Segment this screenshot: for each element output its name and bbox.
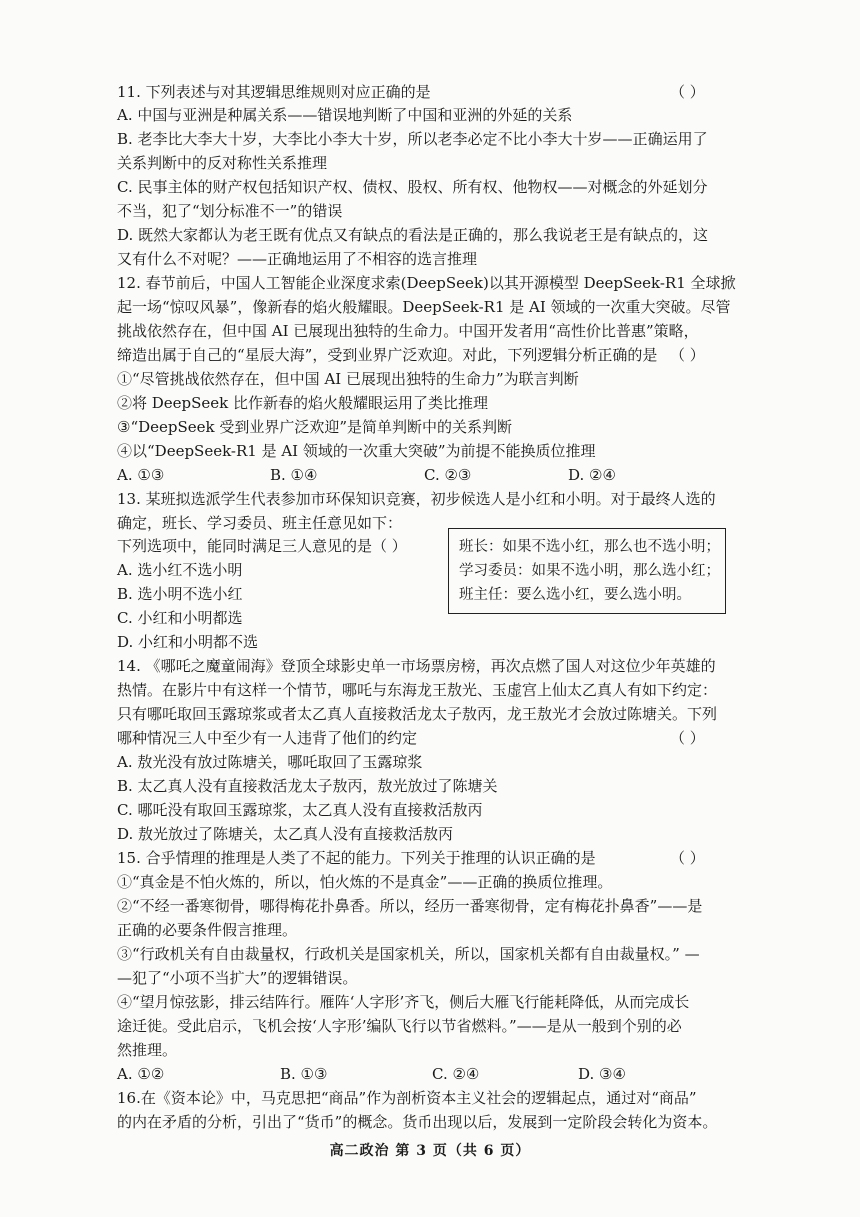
q12-option-d: D. ②④ [568, 466, 616, 484]
q15-item-4-line1: ④“望月惊弦影，排云结阵行。雁阵‘人字形’齐飞，侧后大雁飞行能耗降低，从而完成长 [117, 993, 690, 1011]
q15-option-a: A. ①② [117, 1065, 165, 1083]
q13-opinions-box [448, 528, 726, 614]
q15-item-3-line1: ③“行政机关有自由裁量权，行政机关是国家机关，所以，国家机关都有自由裁量权。” — [117, 945, 700, 963]
q15-item-1: ①“真金是不怕火炼的，所以，怕火炼的不是真金”——正确的换质位推理。 [117, 873, 613, 891]
q13-stem-line1: 13. 某班拟选派学生代表参加市环保知识竞赛，初步候选人是小红和小明。对于最终人选的 [117, 490, 716, 508]
q15-stem: 15. 合乎情理的推理是人类了不起的能力。下列关于推理的认识正确的是 [117, 849, 596, 867]
q11-option-b-line2: 关系判断中的反对称性关系推理 [117, 154, 328, 172]
q11-option-a: A. 中国与亚洲是种属关系——错误地判断了中国和亚洲的外延的关系 [117, 106, 573, 124]
q15-option-b: B. ①③ [280, 1065, 328, 1083]
q15-option-d: D. ③④ [578, 1065, 626, 1083]
q11-option-d-line2: 又有什么不对呢？——正确地运用了不相容的选言推理 [117, 250, 478, 268]
q15-item-2-line1: ②“不经一番寒彻骨，哪得梅花扑鼻香。所以，经历一番寒彻骨，定有梅花扑鼻香”——是 [117, 897, 703, 915]
q11-stem: 11. 下列表述与对其逻辑思维规则对应正确的是 [117, 83, 431, 101]
q12-stem-line2: 起一场“惊叹风暴”，像新春的焰火般耀眼。DeepSeek-R1 是 AI 领域的一次重大突破。尽管 [117, 298, 731, 316]
q12-stem-line1: 12. 春节前后，中国人工智能企业深度求索(DeepSeek)以其开源模型 DeepSeek-R1 全球掀 [117, 274, 736, 292]
q13-option-d: D. 小红和小明都不选 [117, 633, 259, 651]
q15-item-4-line2: 途迁徙。受此启示，飞机会按‘人字形’编队飞行以节省燃料。”——是从一般到个别的必 [117, 1017, 682, 1035]
page-footer: 高二政治 第 3 页（共 6 页） [329, 1143, 531, 1159]
q15-option-c: C. ②④ [432, 1065, 480, 1083]
q12-item-1: ①“尽管挑战依然存在，但中国 AI 已展现出独特的生命力”为联言判断 [117, 370, 579, 388]
q12-stem-line3: 挑战依然存在，但中国 AI 已展现出独特的生命力。中国开发者用“高性价比普惠”策略， [117, 322, 699, 340]
q12-option-c: C. ②③ [424, 466, 472, 484]
q13-option-b: B. 选小明不选小红 [117, 585, 243, 603]
q14-stem-line2: 热情。在影片中有这样一个情节，哪吒与东海龙王敖光、玉虚宫上仙太乙真人有如下约定： [117, 681, 718, 699]
q11-option-d-line1: D. 既然大家都认为老王既有优点又有缺点的看法是正确的，那么我说老王是有缺点的，这 [117, 226, 709, 244]
q14-option-c: C. 哪吒没有取回玉露琼浆，太乙真人没有直接救活敖丙 [117, 801, 483, 819]
q13-option-a: A. 选小红不选小明 [117, 561, 243, 579]
q12-answer-bracket: （ ） [670, 346, 705, 364]
q15-item-3-line2: —犯了“小项不当扩大”的逻辑错误。 [117, 969, 358, 987]
q12-item-4: ④以“DeepSeek-R1 是 AI 领域的一次重大突破”为前提不能换质位推理 [117, 442, 596, 460]
q12-option-b: B. ①④ [270, 466, 318, 484]
q14-stem-line3: 只有哪吒取回玉露琼浆或者太乙真人直接救活龙太子敖丙，龙王敖光才会放过陈塘关。下列 [117, 705, 718, 723]
q11-option-b-line1: B. 老李比大李大十岁，大李比小李大十岁，所以老李必定不比小李大十岁——正确运用了 [117, 130, 708, 148]
q16-stem-line2: 的内在矛盾的分析，引出了“货币”的概念。货币出现以后，发展到一定阶段会转化为资本。 [117, 1113, 718, 1131]
q13-stem-line2: 确定，班长、学习委员、班主任意见如下： [117, 514, 403, 532]
q15-answer-bracket: （ ） [670, 849, 705, 867]
q14-option-b: B. 太乙真人没有直接救活龙太子敖丙，敖光放过了陈塘关 [117, 777, 498, 795]
q15-item-4-line3: 然推理。 [117, 1041, 178, 1059]
q14-option-d: D. 敖光放过了陈塘关，太乙真人没有直接救活敖丙 [117, 825, 454, 843]
q14-answer-bracket: （ ） [670, 729, 705, 747]
q16-stem-line1: 16.在《资本论》中，马克思把“商品”作为剖析资本主义社会的逻辑起点，通过对“商品” [117, 1089, 697, 1107]
q12-item-3: ③“DeepSeek 受到业界广泛欢迎”是简单判断中的关系判断 [117, 418, 513, 436]
q12-item-2: ②将 DeepSeek 比作新春的焰火般耀眼运用了类比推理 [117, 394, 489, 412]
q13-opinion-head-teacher: 班主任：要么选小红，要么选小明。 [459, 587, 691, 603]
q13-option-c: C. 小红和小明都选 [117, 609, 243, 627]
q13-stem-line3: 下列选项中，能同时满足三人意见的是（ ） [117, 537, 407, 555]
q14-option-a: A. 敖光没有放过陈塘关，哪吒取回了玉露琼浆 [117, 753, 423, 771]
q14-stem-line1: 14. 《哪吒之魔童闹海》登顶全球影史单一市场票房榜，再次点燃了国人对这位少年英雄的 [117, 657, 716, 675]
q13-opinion-study-committee: 学习委员：如果不选小明，那么选小红； [459, 563, 720, 579]
q15-item-2-line2: 正确的必要条件假言推理。 [117, 921, 298, 939]
q13-opinion-monitor: 班长：如果不选小红，那么也不选小明； [459, 539, 720, 555]
q11-option-c-line1: C. 民事主体的财产权包括知识产权、债权、股权、所有权、他物权——对概念的外延划分 [117, 178, 708, 196]
q11-option-c-line2: 不当，犯了“划分标准不一”的错误 [117, 202, 343, 220]
q12-option-a: A. ①③ [117, 466, 165, 484]
q11-answer-bracket: （ ） [670, 83, 705, 101]
q12-stem-line4: 缔造出属于自己的“星辰大海”，受到业界广泛欢迎。对此，下列逻辑分析正确的是 [117, 346, 658, 364]
q14-stem-line4: 哪种情况三人中至少有一人违背了他们的约定 [117, 729, 418, 747]
